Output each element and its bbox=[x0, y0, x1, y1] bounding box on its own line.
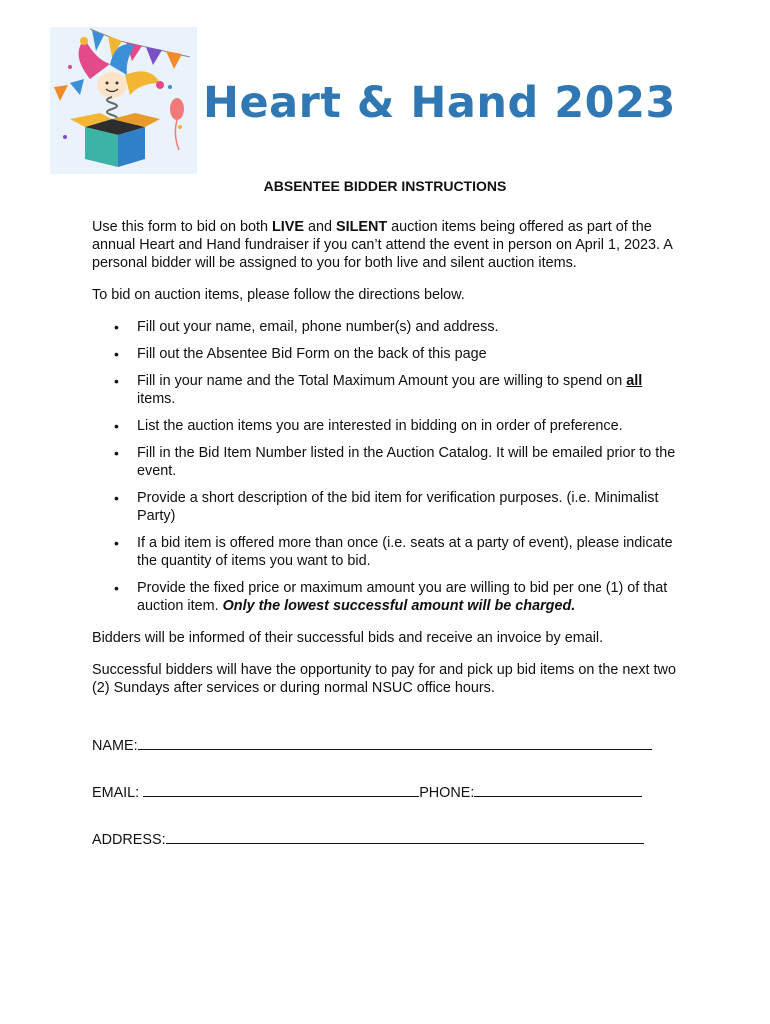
list-item bbox=[92, 372, 682, 408]
list-item-text: Fill out your name, email, phone number(s) and address. bbox=[137, 319, 499, 335]
address-label: ADDRESS: bbox=[92, 832, 166, 848]
list-item-text-end: items. bbox=[137, 391, 176, 407]
list-item bbox=[92, 345, 682, 363]
name-field[interactable] bbox=[138, 734, 652, 750]
bullet-icon: • bbox=[114, 373, 119, 389]
list-item-text: Provide the fixed price or maximum amount you are willing to bid per one (1) of that auction item. bbox=[137, 580, 668, 614]
address-field[interactable] bbox=[166, 828, 644, 844]
list-item-text: List the auction items you are interested in bidding on in order of preference. bbox=[137, 418, 623, 434]
informed-paragraph: Bidders will be informed of their successful bids and receive an invoice by email. bbox=[92, 630, 604, 646]
email-phone-row bbox=[92, 781, 662, 803]
list-item bbox=[92, 534, 682, 570]
bullet-icon: • bbox=[114, 580, 119, 596]
list-item bbox=[92, 318, 682, 336]
intro-text-and: and bbox=[303, 219, 336, 235]
email-field[interactable] bbox=[143, 781, 419, 797]
list-item bbox=[92, 444, 682, 480]
bullet-icon: • bbox=[114, 346, 119, 362]
list-item-text: If a bid item is offered more than once (i.e. seats at a party of event), please indicate the quantity of items you want to bid. bbox=[137, 535, 673, 569]
intro-paragraph bbox=[92, 218, 682, 272]
bullet-icon: • bbox=[114, 418, 119, 434]
list-item-text: Fill out the Absentee Bid Form on the back of this page bbox=[137, 346, 487, 362]
phone-label: PHONE: bbox=[419, 785, 475, 801]
silent-label: SILENT bbox=[336, 219, 388, 235]
intro-text-start: Use this form to bid on both bbox=[92, 219, 272, 235]
list-item-text: Fill in the Bid Item Number listed in the Auction Catalog. It will be emailed prior to the event. bbox=[137, 445, 676, 479]
instructions-body bbox=[92, 218, 682, 711]
list-item-text: Fill in your name and the Total Maximum Amount you are willing to spend on bbox=[137, 373, 627, 389]
intro-text-end: auction items being offered as part of the annual Heart and Hand fundraiser if you can’t attend the event in person on April 1, 2023. A personal bidder will be assigned to you for both live and silent auction items. bbox=[92, 219, 673, 271]
bullet-icon: • bbox=[114, 535, 119, 551]
instructions-list bbox=[92, 318, 682, 615]
live-label: LIVE bbox=[271, 219, 304, 235]
bullet-icon: • bbox=[114, 490, 119, 506]
email-label: EMAIL: bbox=[92, 785, 140, 801]
list-item bbox=[92, 579, 682, 615]
list-item bbox=[92, 417, 682, 435]
pickup-paragraph: Successful bidders will have the opportunity to pay for and pick up bid items on the next two (2) Sundays after services or during normal NSUC office hours. bbox=[92, 662, 676, 696]
contact-form bbox=[92, 734, 662, 850]
name-row bbox=[92, 734, 662, 756]
list-item-text: Provide a short description of the bid item for verification purposes. (i.e. Minimalist Party) bbox=[137, 490, 659, 524]
bullet-icon: • bbox=[114, 319, 119, 335]
page-title: Heart & Hand 2023 bbox=[203, 78, 676, 128]
all-emphasis: all bbox=[626, 373, 643, 389]
phone-field[interactable] bbox=[474, 781, 642, 797]
directions-paragraph: To bid on auction items, please follow the directions below. bbox=[92, 287, 465, 303]
logo-illustration bbox=[50, 27, 197, 174]
name-label: NAME: bbox=[92, 738, 138, 754]
instructions-heading: ABSENTEE BIDDER INSTRUCTIONS bbox=[263, 178, 507, 194]
address-row bbox=[92, 828, 662, 850]
bullet-icon: • bbox=[114, 445, 119, 461]
charge-emphasis: Only the lowest successful amount will be charged. bbox=[222, 598, 576, 614]
jack-in-the-box-icon bbox=[50, 27, 197, 174]
list-item bbox=[92, 489, 682, 525]
